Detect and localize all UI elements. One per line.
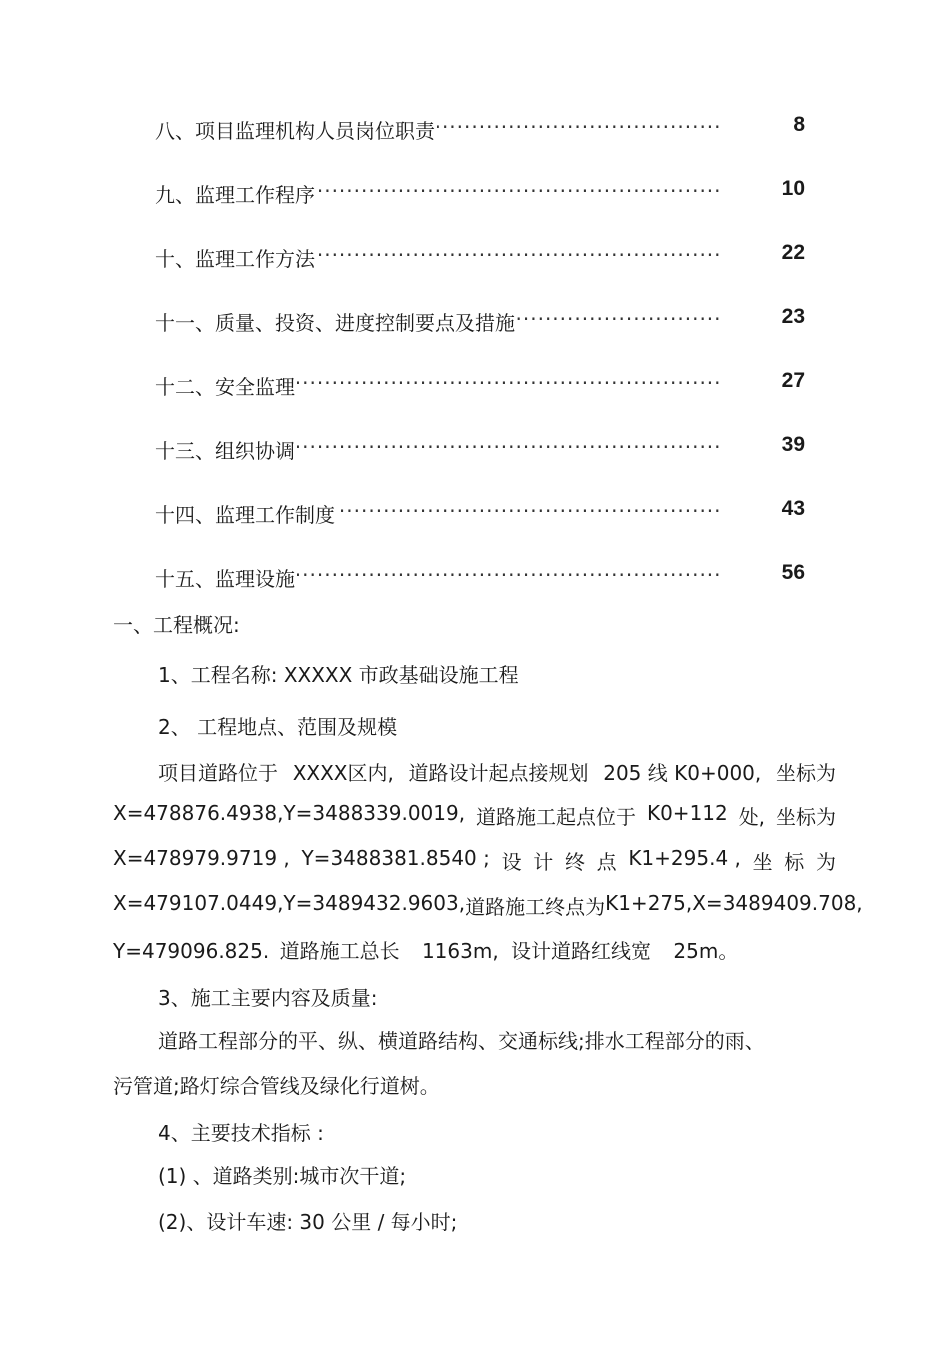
- text-segment: K1+295.4 ,: [628, 846, 741, 870]
- toc-entry-page: 56: [781, 561, 805, 584]
- text-segment: K1+275,: [605, 891, 693, 915]
- paragraph-line: [113, 891, 863, 920]
- text-segment: Y=479096.825.: [113, 939, 270, 963]
- paragraph-line: [113, 935, 738, 964]
- text-segment: 标: [784, 850, 805, 874]
- toc-entry[interactable]: [155, 243, 805, 273]
- spec-road-category: (1) 、道路类别:城市次干道;: [158, 1164, 407, 1188]
- text-segment: 道路施工终点为: [465, 895, 606, 919]
- toc-entry-title: 十四、监理工作制度: [155, 499, 337, 528]
- toc-entry[interactable]: [155, 179, 805, 209]
- text-segment: 处,: [738, 805, 766, 829]
- text-segment: XXXX区内,: [292, 761, 394, 785]
- text-segment: 计: [533, 850, 554, 874]
- paragraph-line: [158, 757, 836, 786]
- paragraph-line: 道路工程部分的平、纵、横道路结构、交通标线;排水工程部分的雨、: [158, 1029, 765, 1053]
- paragraph-line: 污管道;路灯综合管线及绿化行道树。: [113, 1074, 440, 1098]
- text-segment: X=478876.4938,Y=3488339.0019,: [113, 801, 466, 825]
- project-name-item: 1、工程名称: XXXXX 市政基础设施工程: [158, 663, 519, 687]
- text-segment: Y=3489432.9603,: [283, 891, 466, 915]
- text-segment: X=3489409.708,: [692, 891, 863, 915]
- toc-entry-page: 27: [781, 369, 805, 392]
- toc-entry[interactable]: [155, 307, 805, 337]
- toc-entry-title: 八、项目监理机构人员岗位职责: [155, 115, 437, 144]
- text-segment: 坐标为: [775, 761, 836, 785]
- toc-entry-title: 十三、组织协调: [155, 435, 297, 464]
- toc-entry[interactable]: [155, 115, 805, 145]
- toc-entry-page: 43: [781, 497, 805, 520]
- paragraph-line: [113, 801, 836, 830]
- toc-entry[interactable]: [155, 435, 805, 465]
- toc-entry-page: 8: [793, 113, 805, 136]
- text-segment: 项目道路位于: [158, 761, 278, 785]
- spec-design-speed: (2)、设计车速: 30 公里 / 每小时;: [158, 1210, 458, 1234]
- toc-entry-title: 十五、监理设施: [155, 563, 297, 592]
- construction-content-item: 3、施工主要内容及质量:: [158, 986, 378, 1010]
- text-segment: X=479107.0449,: [113, 891, 284, 915]
- toc-entry-page: 10: [781, 177, 805, 200]
- toc-entry-title: 九、监理工作程序: [155, 179, 317, 208]
- toc-entry-title: 十二、安全监理: [155, 371, 297, 400]
- paragraph-line: [113, 846, 836, 875]
- text-segment: Y=3488381.8540 ;: [301, 846, 490, 870]
- toc-entry[interactable]: [155, 563, 805, 593]
- text-segment: 设计道路红线宽: [511, 939, 652, 963]
- text-segment: 设: [501, 850, 522, 874]
- text-segment: 道路施工起点位于: [476, 805, 637, 829]
- text-segment: 坐: [752, 850, 773, 874]
- project-location-item: 2、 工程地点、范围及规模: [158, 715, 398, 739]
- toc-entry-page: 22: [781, 241, 805, 264]
- section-heading: 一、工程概况:: [113, 613, 240, 637]
- toc-entry[interactable]: [155, 371, 805, 401]
- text-segment: 点: [596, 850, 617, 874]
- toc-entry-page: 39: [781, 433, 805, 456]
- toc-entry[interactable]: [155, 499, 805, 529]
- text-segment: 为: [815, 850, 836, 874]
- text-segment: 终: [564, 850, 585, 874]
- toc-entry-title: 十、监理工作方法: [155, 243, 317, 272]
- text-segment: 1163m,: [421, 939, 499, 963]
- text-segment: 坐标为: [775, 805, 836, 829]
- technical-indicators-item: 4、主要技术指标 :: [158, 1121, 324, 1145]
- text-segment: 205 线 K0+000,: [603, 761, 762, 785]
- text-segment: X=478979.9719 ,: [113, 846, 290, 870]
- text-segment: K0+112: [646, 801, 728, 825]
- toc-entry-title: 十一、质量、投资、进度控制要点及措施: [155, 307, 517, 336]
- text-segment: 道路施工总长: [279, 939, 400, 963]
- text-segment: 25m。: [673, 939, 739, 963]
- toc-entry-page: 23: [781, 305, 805, 328]
- text-segment: 道路设计起点接规划: [408, 761, 589, 785]
